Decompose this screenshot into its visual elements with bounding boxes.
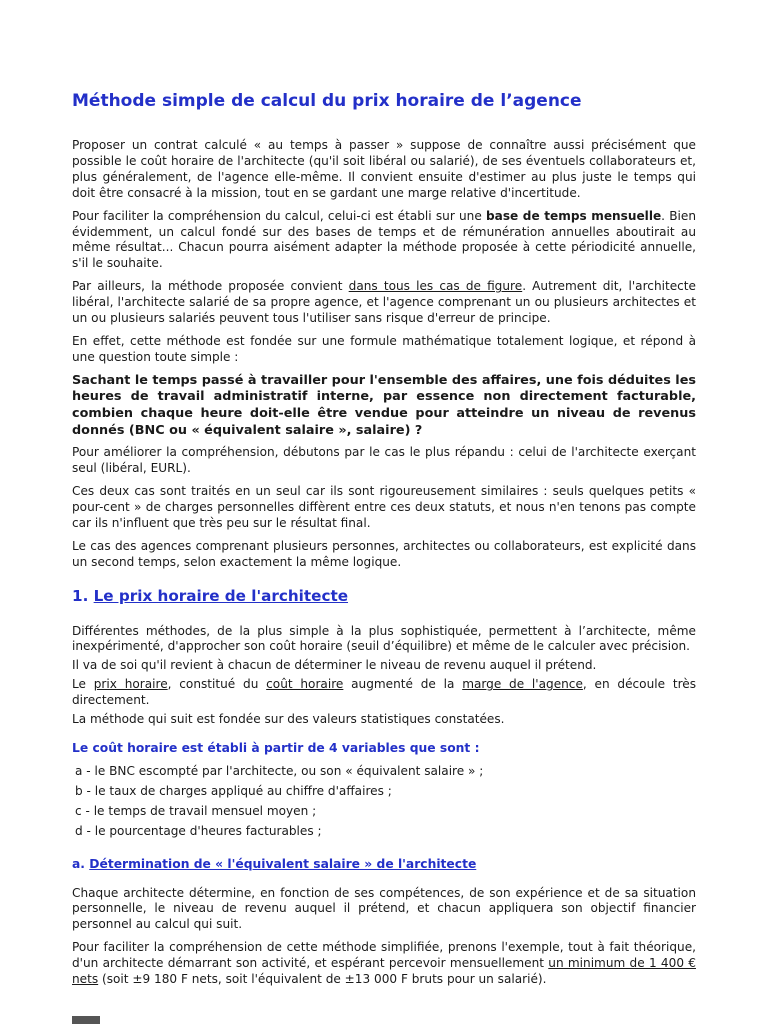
section-title-link[interactable]: Le prix horaire de l'architecte — [93, 586, 349, 605]
text-span: augmenté de la — [343, 677, 463, 692]
intro-paragraph-5: Pour améliorer la compréhension, débutons par le cas le plus répandu : celui de l'architecte exerçant seul (libéral, EURL). — [72, 445, 696, 476]
text-span: . Bien évidemment, un calcul fondé sur des bases de temps et de rémunération annuelles aboutirait au même résultat... Chacun pourra aisément adapter la méthode proposée à cette périodicité annuelle, s'il le souhaite. — [72, 208, 696, 271]
text-span: , constitué du — [167, 677, 267, 692]
subsection-title-link[interactable]: Détermination de « l'équivalent salaire » de l'architecte — [89, 856, 477, 871]
text-span: (soit ±9 180 F nets, soit l'équivalent de ±13 000 F bruts pour un salarié). — [98, 972, 547, 987]
list-item: c - le temps de travail mensuel moyen ; — [75, 803, 317, 818]
page-footer-mark — [72, 1016, 100, 1024]
text-span: Par ailleurs, la méthode proposée convient — [72, 279, 349, 294]
variables-list — [72, 764, 696, 840]
text-span: Le — [72, 677, 94, 692]
bold-phrase: base de temps mensuelle — [486, 208, 662, 223]
text-span: Pour faciliter la compréhension du calcul, celui-ci est établi sur une — [72, 208, 486, 223]
cout-horaire-link[interactable]: coût horaire — [266, 677, 344, 692]
document-page — [72, 88, 696, 995]
text-span: . Autrement dit, l'architecte libéral, l'architecte salarié de sa propre agence, et l'agence comprenant un ou plusieurs architectes et un ou plusieurs salariés peuvent tous l'utiliser sans risque d'erreur de principe. — [72, 279, 696, 326]
subsection-a-paragraph-1: Chaque architecte détermine, en fonction de ses compétences, de son expérience et de sa situation personnelle, le niveau de revenu auquel il prétend, et chacun appliquera son objectif financier personnel au calcul qui suit. — [72, 885, 696, 932]
section-number: 1. — [72, 586, 94, 605]
section-1-heading — [72, 586, 696, 606]
intro-paragraph-6: Ces deux cas sont traités en un seul car ils sont rigoureusement similaires : seuls quelques petits « pour-cent » de charges personnelles diffèrent entre ces deux statuts, et nous n'en tenons pas compte car ils n'influent que très peu sur le résultat final. — [72, 483, 696, 530]
subsection-a-paragraph-2 — [72, 940, 696, 988]
document-title: Méthode simple de calcul du prix horaire de l’agence — [72, 91, 582, 111]
intro-paragraph-1: Proposer un contrat calculé « au temps à passer » suppose de connaître aussi précisément que possible le coût horaire de l'architecte (qu'il soit libéral ou salarié), de ses éventuels collaborateurs et, plus généralement, de l'agence elle-même. Il convient ensuite d'estimer au plus juste le temps qui doit être consacré à la mission, tout en se gardant une marge relative d'incertitude. — [72, 138, 696, 200]
list-item: d - le pourcentage d'heures facturables ; — [75, 823, 322, 838]
section-1-paragraph-1: Différentes méthodes, de la plus simple à la plus sophistiquée, permettent à l’architecte, même inexpérimenté, d'approcher son coût horaire (seuil d’équilibre) et même de le calculer avec précision. — [72, 623, 696, 654]
section-1-paragraph-3 — [72, 677, 696, 709]
list-item: b - le taux de charges appliqué au chiffre d'affaires ; — [75, 783, 392, 798]
section-1-paragraph-4: La méthode qui suit est fondée sur des valeurs statistiques constatées. — [72, 712, 505, 727]
list-item: a - le BNC escompté par l'architecte, ou son « équivalent salaire » ; — [75, 763, 484, 778]
intro-paragraph-2 — [72, 209, 696, 273]
marge-agence-link[interactable]: marge de l'agence — [462, 677, 583, 692]
intro-paragraph-3 — [72, 279, 696, 327]
intro-paragraph-4: En effet, cette méthode est fondée sur une formule mathématique totalement logique, et répond à une question toute simple : — [72, 333, 696, 364]
subsection-letter: a. — [72, 856, 90, 871]
subsection-a-heading — [72, 856, 696, 872]
underlined-phrase: dans tous les cas de figure — [348, 279, 523, 294]
section-1-paragraph-2: Il va de soi qu'il revient à chacun de déterminer le niveau de revenu auquel il prétend. — [72, 658, 597, 673]
variables-subheading: Le coût horaire est établi à partir de 4 variables que sont : — [72, 740, 480, 755]
intro-paragraph-7: Le cas des agences comprenant plusieurs personnes, architectes ou collaborateurs, est explicité dans un second temps, selon exactement la même logique. — [72, 538, 696, 569]
text-span: , en découle très directement. — [72, 677, 697, 708]
prix-horaire-link[interactable]: prix horaire — [93, 677, 168, 692]
minimum-amount: un minimum de 1 400 € nets — [72, 956, 696, 987]
key-question: Sachant le temps passé à travailler pour l'ensemble des affaires, une fois déduites les heures de travail administratif interne, par essence non directement facturable, combien chaque heure doit-elle être vendue pour atteindre un niveau de revenus donnés (BNC ou « équivalent salaire », salaire) ? — [72, 372, 696, 438]
text-span: Pour faciliter la compréhension de cette méthode simplifiée, prenons l'exemple, tout à fait théorique, d'un architecte démarrant son activité, et espérant percevoir mensuellement — [72, 940, 696, 971]
